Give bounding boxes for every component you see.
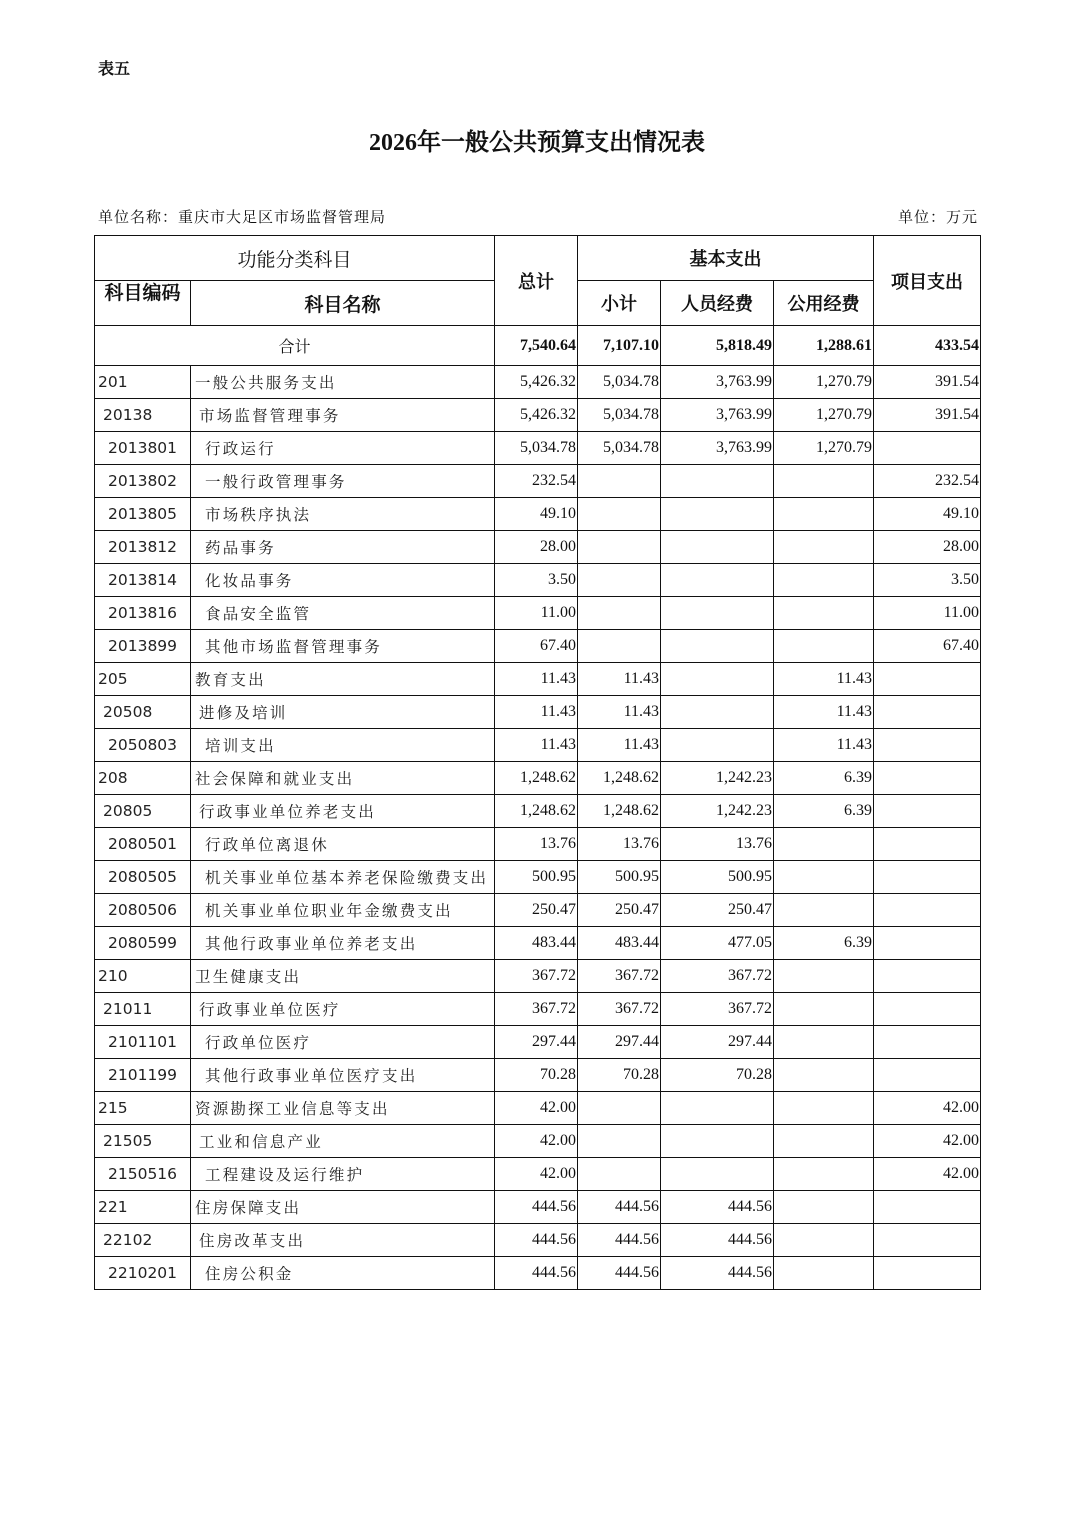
- row-public: [774, 1125, 874, 1158]
- row-code: 205: [95, 663, 191, 696]
- row-name: 行政运行: [191, 432, 495, 465]
- row-public: [774, 564, 874, 597]
- row-code: 20805: [95, 795, 191, 828]
- row-name: 行政单位离退休: [191, 828, 495, 861]
- table-row: [95, 465, 981, 498]
- table-row: [95, 795, 981, 828]
- row-project: 42.00: [874, 1092, 981, 1125]
- row-total: 11.43: [495, 663, 578, 696]
- row-total: 11.43: [495, 729, 578, 762]
- row-project: [874, 861, 981, 894]
- table-row: [95, 1191, 981, 1224]
- row-project: [874, 432, 981, 465]
- row-total: 5,034.78: [495, 432, 578, 465]
- row-project: [874, 696, 981, 729]
- row-personnel: [661, 696, 774, 729]
- row-name: 其他行政事业单位养老支出: [191, 927, 495, 960]
- row-personnel: [661, 498, 774, 531]
- table-row: [95, 531, 981, 564]
- row-name: 食品安全监管: [191, 597, 495, 630]
- row-subtotal: 11.43: [578, 696, 661, 729]
- row-total: 1,248.62: [495, 795, 578, 828]
- row-personnel: 444.56: [661, 1257, 774, 1290]
- table-row: [95, 828, 981, 861]
- table-row: [95, 696, 981, 729]
- table-row: [95, 432, 981, 465]
- row-public: [774, 1191, 874, 1224]
- row-code: 2080501: [95, 828, 191, 861]
- row-public: [774, 531, 874, 564]
- row-name: 其他行政事业单位医疗支出: [191, 1059, 495, 1092]
- row-subtotal: 1,248.62: [578, 795, 661, 828]
- page-title: 2026年一般公共预算支出情况表: [369, 130, 705, 156]
- row-name: 行政事业单位医疗: [191, 993, 495, 1026]
- row-code: 2013814: [95, 564, 191, 597]
- row-public: 6.39: [774, 762, 874, 795]
- row-personnel: 367.72: [661, 960, 774, 993]
- row-code: 201: [95, 366, 191, 399]
- row-name: 行政单位医疗: [191, 1026, 495, 1059]
- row-name: 资源勘探工业信息等支出: [191, 1092, 495, 1125]
- header-total: 总计: [495, 236, 578, 326]
- row-name: 机关事业单位基本养老保险缴费支出: [191, 861, 495, 894]
- row-name: 其他市场监督管理事务: [191, 630, 495, 663]
- row-name: 化妆品事务: [191, 564, 495, 597]
- row-project: 391.54: [874, 399, 981, 432]
- row-name: 行政事业单位养老支出: [191, 795, 495, 828]
- row-code: 2013816: [95, 597, 191, 630]
- table-row: [95, 597, 981, 630]
- row-project: [874, 1059, 981, 1092]
- row-personnel: 444.56: [661, 1224, 774, 1257]
- row-code: 2013805: [95, 498, 191, 531]
- row-public: 11.43: [774, 696, 874, 729]
- row-project: [874, 960, 981, 993]
- table-row: [95, 366, 981, 399]
- row-subtotal: 483.44: [578, 927, 661, 960]
- row-personnel: 297.44: [661, 1026, 774, 1059]
- row-total: 70.28: [495, 1059, 578, 1092]
- row-project: [874, 1191, 981, 1224]
- row-subtotal: [578, 1092, 661, 1125]
- row-public: [774, 1257, 874, 1290]
- row-personnel: 13.76: [661, 828, 774, 861]
- row-personnel: [661, 729, 774, 762]
- row-project: [874, 1224, 981, 1257]
- row-name: 卫生健康支出: [191, 960, 495, 993]
- row-personnel: 250.47: [661, 894, 774, 927]
- row-name: 市场秩序执法: [191, 498, 495, 531]
- row-public: [774, 597, 874, 630]
- row-public: 6.39: [774, 927, 874, 960]
- row-code: 2101199: [95, 1059, 191, 1092]
- row-code: 2080505: [95, 861, 191, 894]
- row-total: 444.56: [495, 1224, 578, 1257]
- row-total: 367.72: [495, 960, 578, 993]
- row-name: 住房保障支出: [191, 1191, 495, 1224]
- row-personnel: 3,763.99: [661, 366, 774, 399]
- row-total: 11.00: [495, 597, 578, 630]
- row-code: 208: [95, 762, 191, 795]
- total-total: 7,540.64: [495, 326, 578, 366]
- unit-name: 单位名称：重庆市大足区市场监督管理局: [98, 210, 387, 226]
- row-total: 444.56: [495, 1191, 578, 1224]
- row-subtotal: 297.44: [578, 1026, 661, 1059]
- row-project: 67.40: [874, 630, 981, 663]
- table-row: [95, 1059, 981, 1092]
- row-project: 232.54: [874, 465, 981, 498]
- row-project: [874, 894, 981, 927]
- row-subtotal: [578, 498, 661, 531]
- row-public: 1,270.79: [774, 366, 874, 399]
- row-code: 2013812: [95, 531, 191, 564]
- row-project: [874, 1026, 981, 1059]
- row-project: [874, 729, 981, 762]
- row-personnel: 367.72: [661, 993, 774, 1026]
- row-total: 42.00: [495, 1158, 578, 1191]
- row-code: 2013802: [95, 465, 191, 498]
- row-total: 250.47: [495, 894, 578, 927]
- row-code: 2013899: [95, 630, 191, 663]
- row-personnel: 477.05: [661, 927, 774, 960]
- row-project: 42.00: [874, 1125, 981, 1158]
- row-public: [774, 1092, 874, 1125]
- row-total: 11.43: [495, 696, 578, 729]
- row-total: 49.10: [495, 498, 578, 531]
- row-name: 一般公共服务支出: [191, 366, 495, 399]
- row-name: 市场监督管理事务: [191, 399, 495, 432]
- row-code: 2101101: [95, 1026, 191, 1059]
- total-row: [95, 326, 981, 366]
- row-project: [874, 1257, 981, 1290]
- total-subtotal: 7,107.10: [578, 326, 661, 366]
- table-row: [95, 729, 981, 762]
- row-public: [774, 894, 874, 927]
- table-row: [95, 927, 981, 960]
- row-project: [874, 828, 981, 861]
- total-label: 合计: [95, 326, 495, 366]
- row-subtotal: 5,034.78: [578, 399, 661, 432]
- unit-label: 单位：万元: [897, 210, 978, 226]
- row-total: 42.00: [495, 1125, 578, 1158]
- row-total: 28.00: [495, 531, 578, 564]
- row-subtotal: [578, 465, 661, 498]
- row-public: [774, 1059, 874, 1092]
- row-public: [774, 1224, 874, 1257]
- row-project: 42.00: [874, 1158, 981, 1191]
- row-subtotal: [578, 531, 661, 564]
- row-code: 21011: [95, 993, 191, 1026]
- row-total: 232.54: [495, 465, 578, 498]
- row-subtotal: [578, 630, 661, 663]
- table-row: [95, 663, 981, 696]
- row-personnel: 1,242.23: [661, 795, 774, 828]
- header-code: 科目编码: [95, 281, 191, 326]
- table-row: [95, 399, 981, 432]
- row-personnel: 1,242.23: [661, 762, 774, 795]
- row-personnel: 3,763.99: [661, 399, 774, 432]
- row-name: 住房公积金: [191, 1257, 495, 1290]
- total-public: 1,288.61: [774, 326, 874, 366]
- row-personnel: [661, 1092, 774, 1125]
- row-total: 483.44: [495, 927, 578, 960]
- row-project: [874, 663, 981, 696]
- header-basic-expenditure: 基本支出: [578, 236, 874, 281]
- table-row: [95, 960, 981, 993]
- row-code: 20138: [95, 399, 191, 432]
- row-personnel: [661, 630, 774, 663]
- row-code: 210: [95, 960, 191, 993]
- row-code: 215: [95, 1092, 191, 1125]
- row-public: [774, 993, 874, 1026]
- row-project: 3.50: [874, 564, 981, 597]
- row-project: 11.00: [874, 597, 981, 630]
- row-public: [774, 630, 874, 663]
- row-name: 教育支出: [191, 663, 495, 696]
- row-public: 11.43: [774, 729, 874, 762]
- row-total: 42.00: [495, 1092, 578, 1125]
- row-public: [774, 1026, 874, 1059]
- row-subtotal: 367.72: [578, 960, 661, 993]
- header-name: 科目名称: [191, 281, 495, 326]
- row-total: 3.50: [495, 564, 578, 597]
- row-total: 367.72: [495, 993, 578, 1026]
- row-subtotal: 250.47: [578, 894, 661, 927]
- row-project: 391.54: [874, 366, 981, 399]
- row-subtotal: 444.56: [578, 1224, 661, 1257]
- row-subtotal: 13.76: [578, 828, 661, 861]
- row-project: [874, 795, 981, 828]
- row-subtotal: [578, 597, 661, 630]
- row-name: 药品事务: [191, 531, 495, 564]
- total-personnel: 5,818.49: [661, 326, 774, 366]
- row-personnel: [661, 564, 774, 597]
- table-row: [95, 762, 981, 795]
- row-project: [874, 762, 981, 795]
- row-name: 进修及培训: [191, 696, 495, 729]
- row-project: 28.00: [874, 531, 981, 564]
- row-personnel: 3,763.99: [661, 432, 774, 465]
- row-name: 培训支出: [191, 729, 495, 762]
- row-subtotal: [578, 1125, 661, 1158]
- row-public: [774, 498, 874, 531]
- table-row: [95, 894, 981, 927]
- table-row: [95, 861, 981, 894]
- row-code: 2013801: [95, 432, 191, 465]
- row-project: [874, 993, 981, 1026]
- row-subtotal: 5,034.78: [578, 366, 661, 399]
- row-project: 49.10: [874, 498, 981, 531]
- row-name: 住房改革支出: [191, 1224, 495, 1257]
- row-name: 机关事业单位职业年金缴费支出: [191, 894, 495, 927]
- row-public: 1,270.79: [774, 432, 874, 465]
- row-code: 21505: [95, 1125, 191, 1158]
- row-total: 1,248.62: [495, 762, 578, 795]
- row-code: 2050803: [95, 729, 191, 762]
- row-total: 500.95: [495, 861, 578, 894]
- table-row: [95, 1026, 981, 1059]
- table-row: [95, 498, 981, 531]
- row-public: [774, 465, 874, 498]
- total-project: 433.54: [874, 326, 981, 366]
- row-total: 13.76: [495, 828, 578, 861]
- row-code: 20508: [95, 696, 191, 729]
- row-subtotal: 70.28: [578, 1059, 661, 1092]
- row-subtotal: 444.56: [578, 1191, 661, 1224]
- row-subtotal: 444.56: [578, 1257, 661, 1290]
- row-subtotal: 11.43: [578, 729, 661, 762]
- header-functional-category: 功能分类科目: [95, 236, 495, 281]
- row-code: 2080506: [95, 894, 191, 927]
- row-public: 1,270.79: [774, 399, 874, 432]
- row-subtotal: 367.72: [578, 993, 661, 1026]
- table-row: [95, 1257, 981, 1290]
- row-total: 444.56: [495, 1257, 578, 1290]
- row-subtotal: [578, 1158, 661, 1191]
- header-subtotal: 小计: [578, 281, 661, 326]
- row-personnel: 500.95: [661, 861, 774, 894]
- row-total: 5,426.32: [495, 366, 578, 399]
- row-code: 22102: [95, 1224, 191, 1257]
- row-public: [774, 828, 874, 861]
- row-public: [774, 960, 874, 993]
- table-row: [95, 630, 981, 663]
- table-label: 表五: [98, 59, 131, 78]
- header-personnel: 人员经费: [661, 281, 774, 326]
- row-personnel: [661, 597, 774, 630]
- row-total: 67.40: [495, 630, 578, 663]
- row-total: 297.44: [495, 1026, 578, 1059]
- row-subtotal: [578, 564, 661, 597]
- row-subtotal: 11.43: [578, 663, 661, 696]
- table-row: [95, 564, 981, 597]
- row-name: 社会保障和就业支出: [191, 762, 495, 795]
- row-code: 2080599: [95, 927, 191, 960]
- row-public: [774, 861, 874, 894]
- table-row: [95, 1125, 981, 1158]
- row-public: 11.43: [774, 663, 874, 696]
- row-total: 5,426.32: [495, 399, 578, 432]
- row-personnel: 444.56: [661, 1191, 774, 1224]
- row-code: 2150516: [95, 1158, 191, 1191]
- header-public: 公用经费: [774, 281, 874, 326]
- row-name: 一般行政管理事务: [191, 465, 495, 498]
- row-name: 工业和信息产业: [191, 1125, 495, 1158]
- row-personnel: 70.28: [661, 1059, 774, 1092]
- table-row: [95, 1092, 981, 1125]
- row-personnel: [661, 1125, 774, 1158]
- row-project: [874, 927, 981, 960]
- row-subtotal: 1,248.62: [578, 762, 661, 795]
- budget-expenditure-table: [94, 235, 981, 1290]
- row-name: 工程建设及运行维护: [191, 1158, 495, 1191]
- row-public: 6.39: [774, 795, 874, 828]
- table-row: [95, 1224, 981, 1257]
- row-personnel: [661, 531, 774, 564]
- row-public: [774, 1158, 874, 1191]
- header-project-expenditure: 项目支出: [874, 236, 981, 326]
- row-personnel: [661, 663, 774, 696]
- row-code: 221: [95, 1191, 191, 1224]
- row-subtotal: 500.95: [578, 861, 661, 894]
- table-row: [95, 993, 981, 1026]
- row-personnel: [661, 1158, 774, 1191]
- row-code: 2210201: [95, 1257, 191, 1290]
- row-subtotal: 5,034.78: [578, 432, 661, 465]
- row-personnel: [661, 465, 774, 498]
- table-row: [95, 1158, 981, 1191]
